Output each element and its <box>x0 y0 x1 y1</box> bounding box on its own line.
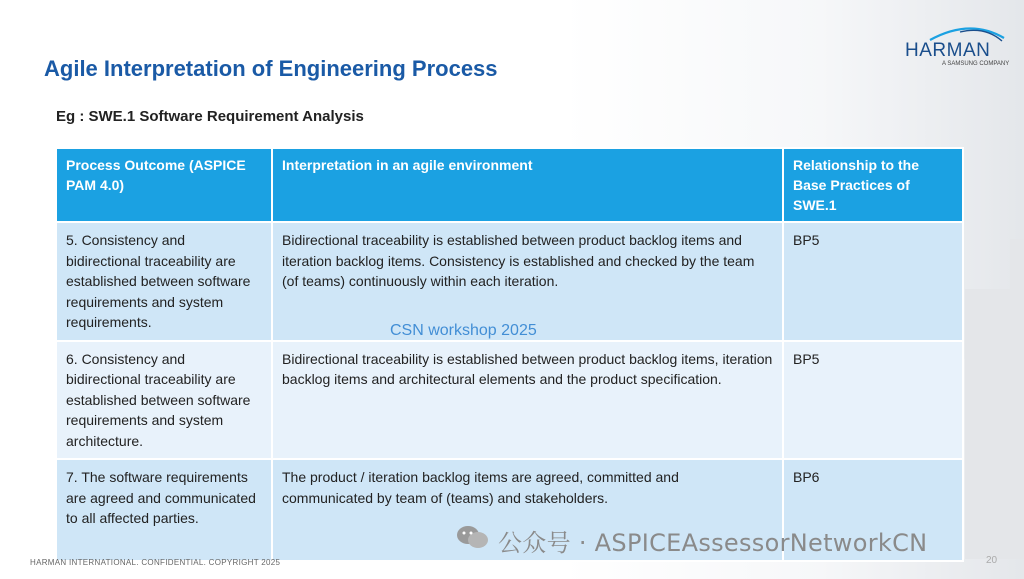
cell-relationship: BP5 <box>783 341 963 460</box>
table-header-row <box>56 148 963 222</box>
cell-interpretation: The product / iteration backlog items are agreed, committed and communicated by team of (teams) and stakeholders. <box>272 459 783 561</box>
cell-relationship: BP5 <box>783 222 963 341</box>
cell-outcome: 5. Consistency and bidirectional traceability are established between software requirements and system requirements. <box>56 222 272 341</box>
header-relationship: Relationship to the Base Practices of SWE.1 <box>783 148 963 222</box>
slide-subtitle: Eg : SWE.1 Software Requirement Analysis <box>56 108 364 125</box>
wechat-watermark: 公众号 · ASPICEAssessorNetworkCN <box>498 529 928 557</box>
logo-name: HARMAN <box>905 40 991 61</box>
outcome-table <box>55 147 964 562</box>
cell-interpretation: Bidirectional traceability is established between product backlog items, iteration backlog items and architectural elements and the product specification. <box>272 341 783 460</box>
slide-title: Agile Interpretation of Engineering Process <box>44 56 498 81</box>
header-interpretation: Interpretation in an agile environment <box>272 148 783 222</box>
workshop-watermark: CSN workshop 2025 <box>390 322 537 339</box>
logo-tagline: A SAMSUNG COMPANY <box>942 61 1010 67</box>
cell-outcome: 7. The software requirements are agreed and communicated to all affected parties. <box>56 459 272 561</box>
wechat-icon <box>455 524 491 550</box>
footer-copyright: HARMAN INTERNATIONAL. CONFIDENTIAL. COPYRIGHT 2025 <box>30 558 281 567</box>
cell-interpretation: Bidirectional traceability is established between product backlog items and iteration backlog items. Consistency is established and checked by the team (of teams) continuously within each iteration. <box>272 222 783 341</box>
header-process-outcome: Process Outcome (ASPICE PAM 4.0) <box>56 148 272 222</box>
table-row <box>56 341 963 460</box>
page-number: 20 <box>986 555 998 566</box>
cell-relationship: BP6 <box>783 459 963 561</box>
cell-outcome: 6. Consistency and bidirectional traceability are established between software requirements and system architecture. <box>56 341 272 460</box>
